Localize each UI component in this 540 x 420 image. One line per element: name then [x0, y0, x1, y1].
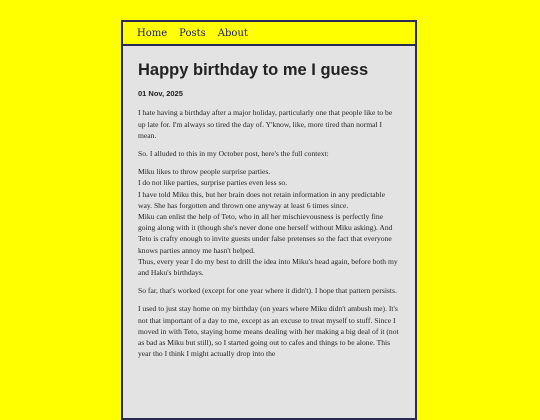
post-paragraph-2: So. I alluded to this in my October post, here's the full context: — [138, 149, 329, 159]
context-block — [138, 166, 400, 278]
context-line-1: Miku likes to throw people surprise parties. — [138, 167, 271, 177]
context-line-2: I do not like parties, surprise parties even less so. — [138, 178, 288, 188]
nav-link-home[interactable]: Home — [137, 27, 168, 39]
context-line-4: Miku can enlist the help of Teto, who in all her mischievousness is perfectly fine going along with it (though she's never done one herself without Miku asking). And Teto is crafty enough to invite guests under false pretenses so the fact that everyone knows parties annoy me hasn't helped. — [138, 212, 393, 255]
context-line-3: I have told Miku this, but her brain does not retain information in any predictable way. She has forgotten and thrown one anyway at least 6 times since. — [138, 189, 385, 210]
post-paragraph-1: I hate having a birthday after a major holiday, particularly one that people like to be up late for. I'm always so tired the day of. Y'know, like, more tired than normal I mean. — [138, 108, 393, 140]
post-content — [123, 46, 415, 360]
nav-link-about[interactable]: About — [217, 27, 248, 39]
post-title: Happy birthday to me I guess — [138, 61, 369, 79]
post-paragraph-4: I used to just stay home on my birthday (on years where Miku didn't ambush me). It's not that important of a day to me, except as an excuse to treat myself to stuff. Since I moved in with Teto, staying home means dealing with her making a big deal of it (not as bad as Miku but still), so I started going out to cafes and things to be alone. This year tho I think I might actually drop into the — [138, 304, 399, 359]
top-nav — [123, 22, 415, 46]
context-line-5: Thus, every year I do my best to drill the idea into Miku's head again, before both my and Haku's birthdays. — [138, 256, 398, 278]
nav-link-posts[interactable]: Posts — [179, 27, 206, 39]
post-paragraph-3: So far, that's worked (except for one year where it didn't). I hope that pattern persists. — [138, 286, 397, 296]
post-date: 01 Nov, 2025 — [138, 89, 183, 99]
blog-frame — [121, 20, 417, 420]
